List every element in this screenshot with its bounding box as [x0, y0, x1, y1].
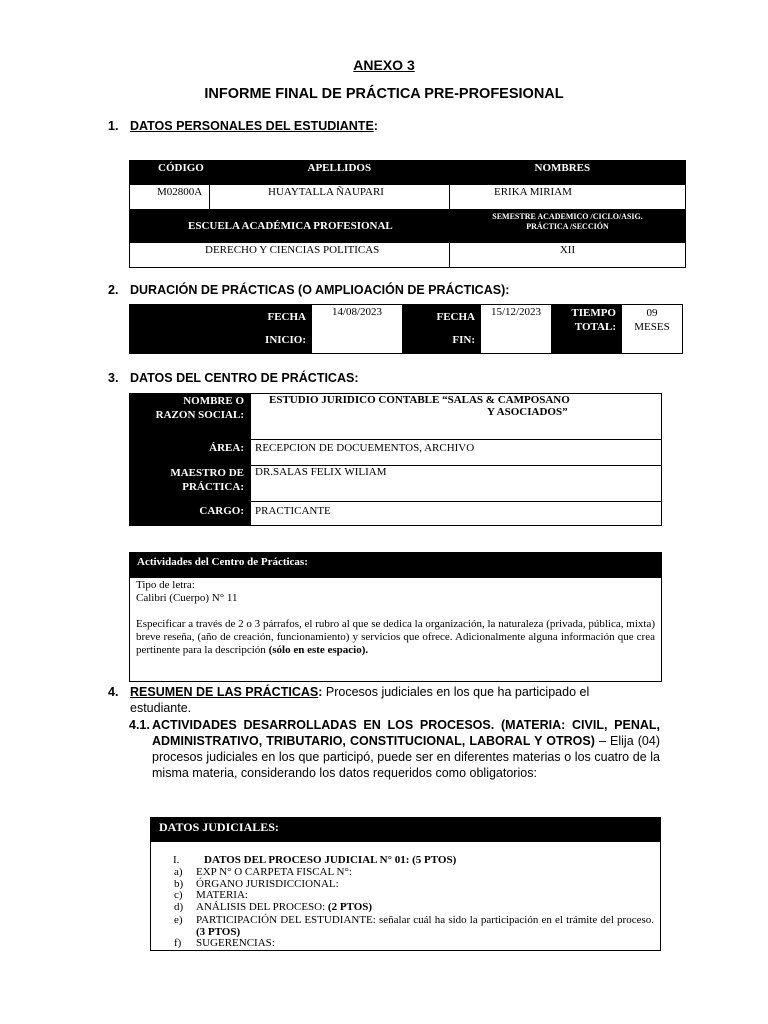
company-name-value: ESTUDIO JURIDICO CONTABLE “SALAS & CAMPOSANO Y ASOCIADOS” — [251, 394, 662, 440]
code-value: M02800A — [130, 185, 210, 210]
semester-header: SEMESTRE ACADEMICO /CICLO/ASIG. PRÁCTICA /SECCIÓN — [450, 210, 686, 243]
position-label: CARGO: — [130, 502, 251, 526]
surnames-header: APELLIDOS — [210, 161, 450, 185]
item-f: f) SUGERENCIAS: — [174, 937, 275, 949]
font-size-line: Calibri (Cuerpo) N° 11 — [136, 592, 238, 604]
area-value: RECEPCION DE DOCUEMENTOS, ARCHIVO — [251, 440, 662, 466]
position-value: PRACTICANTE — [251, 502, 662, 526]
company-name-label: NOMBRE O RAZON SOCIAL: — [130, 394, 251, 440]
master-value: DR.SALAS FELIX WILIAM — [251, 466, 662, 502]
font-type-line: Tipo de letra: — [136, 579, 195, 591]
judicial-body — [151, 842, 660, 950]
section-4-1 — [129, 717, 660, 781]
area-label: ÁREA: — [130, 440, 251, 466]
judicial-data-box — [150, 817, 661, 951]
practice-center-table — [129, 393, 662, 526]
item-d: d) ANÁLISIS DEL PROCESO: (2 PTOS) — [174, 900, 373, 913]
duration-table — [129, 304, 683, 354]
activities-header: Actividades del Centro de Prácticas: — [130, 553, 661, 578]
item-a: a) EXP N° O CARPETA FISCAL N°: — [174, 866, 352, 878]
activities-box — [129, 552, 662, 682]
process-items — [174, 867, 654, 950]
names-value: ERIKA MIRIAM — [450, 185, 686, 210]
total-time-value: 09 MESES — [622, 305, 683, 354]
section-1-heading: 1. DATOS PERSONALES DEL ESTUDIANTE: — [108, 119, 378, 133]
school-header: ESCUELA ACADÉMICA PROFESIONAL — [130, 210, 450, 243]
item-c: c) MATERIA: — [174, 889, 248, 901]
section-4-heading: 4. RESUMEN DE LAS PRÁCTICAS: Procesos judiciales en los que ha participado el estudiante. — [108, 685, 590, 715]
surnames-value: HUAYTALLA ÑAUPARI — [210, 185, 450, 210]
school-value: DERECHO Y CIENCIAS POLITICAS — [130, 243, 450, 268]
names-header: NOMBRES — [450, 161, 686, 185]
report-title: INFORME FINAL DE PRÁCTICA PRE-PROFESIONAL — [204, 86, 564, 102]
end-date-label: FECHA FIN: — [403, 305, 481, 354]
activities-body — [130, 578, 661, 657]
section-3-heading: 3. DATOS DEL CENTRO DE PRÁCTICAS: — [108, 371, 359, 385]
section-4-1-number: 4.1. — [129, 718, 150, 732]
section-4-1-text: ACTIVIDADES DESARROLLADAS EN LOS PROCESOS. (MATERIA: CIVIL, PENAL, ADMINISTRATIVO, TRIBUTARIO, CONSTITUCIONAL, LABORAL Y OTROS) – Elija (04) procesos judiciales en los que participó, puede ser en diferentes materias o los cuatro de la misma materia, considerando los datos requeridos como obligatorios: — [152, 718, 660, 780]
start-date-value: 14/08/2023 — [312, 305, 403, 354]
master-label: MAESTRO DE PRÁCTICA: — [130, 466, 251, 502]
annex-title: ANEXO 3 — [353, 57, 415, 73]
item-b: b) ÓRGANO JURISDICCIONAL: — [174, 877, 339, 890]
student-data-table — [129, 160, 686, 268]
start-date-label: FECHA INICIO: — [130, 305, 312, 354]
semester-value: XII — [450, 243, 686, 268]
process-title: I. DATOS DEL PROCESO JUDICIAL N° 01: (5 PTOS) — [173, 854, 457, 866]
code-header: CÓDIGO — [130, 161, 210, 185]
activities-description: Especificar a través de 2 o 3 párrafos, el rubro al que se dedica la organización, la naturaleza (privada, pública, mixta) breve reseña, (año de creación, funcionamiento) y servicios que ofrece. Adicionalmente alguna información que crea pertinente para la descripción (sólo en este espacio). — [136, 618, 655, 656]
total-time-label: TIEMPO TOTAL: — [552, 305, 622, 354]
judicial-header: DATOS JUDICIALES: — [151, 818, 660, 842]
section-2-heading: 2. DURACIÓN DE PRÁCTICAS (O AMPLIOACIÓN DE PRÁCTICAS): — [108, 283, 510, 297]
item-e: e) PARTICIPACIÓN DEL ESTUDIANTE: señalar cuál ha sido la participación en el trámite del proceso. (3 PTOS) — [174, 914, 654, 938]
end-date-value: 15/12/2023 — [481, 305, 552, 354]
